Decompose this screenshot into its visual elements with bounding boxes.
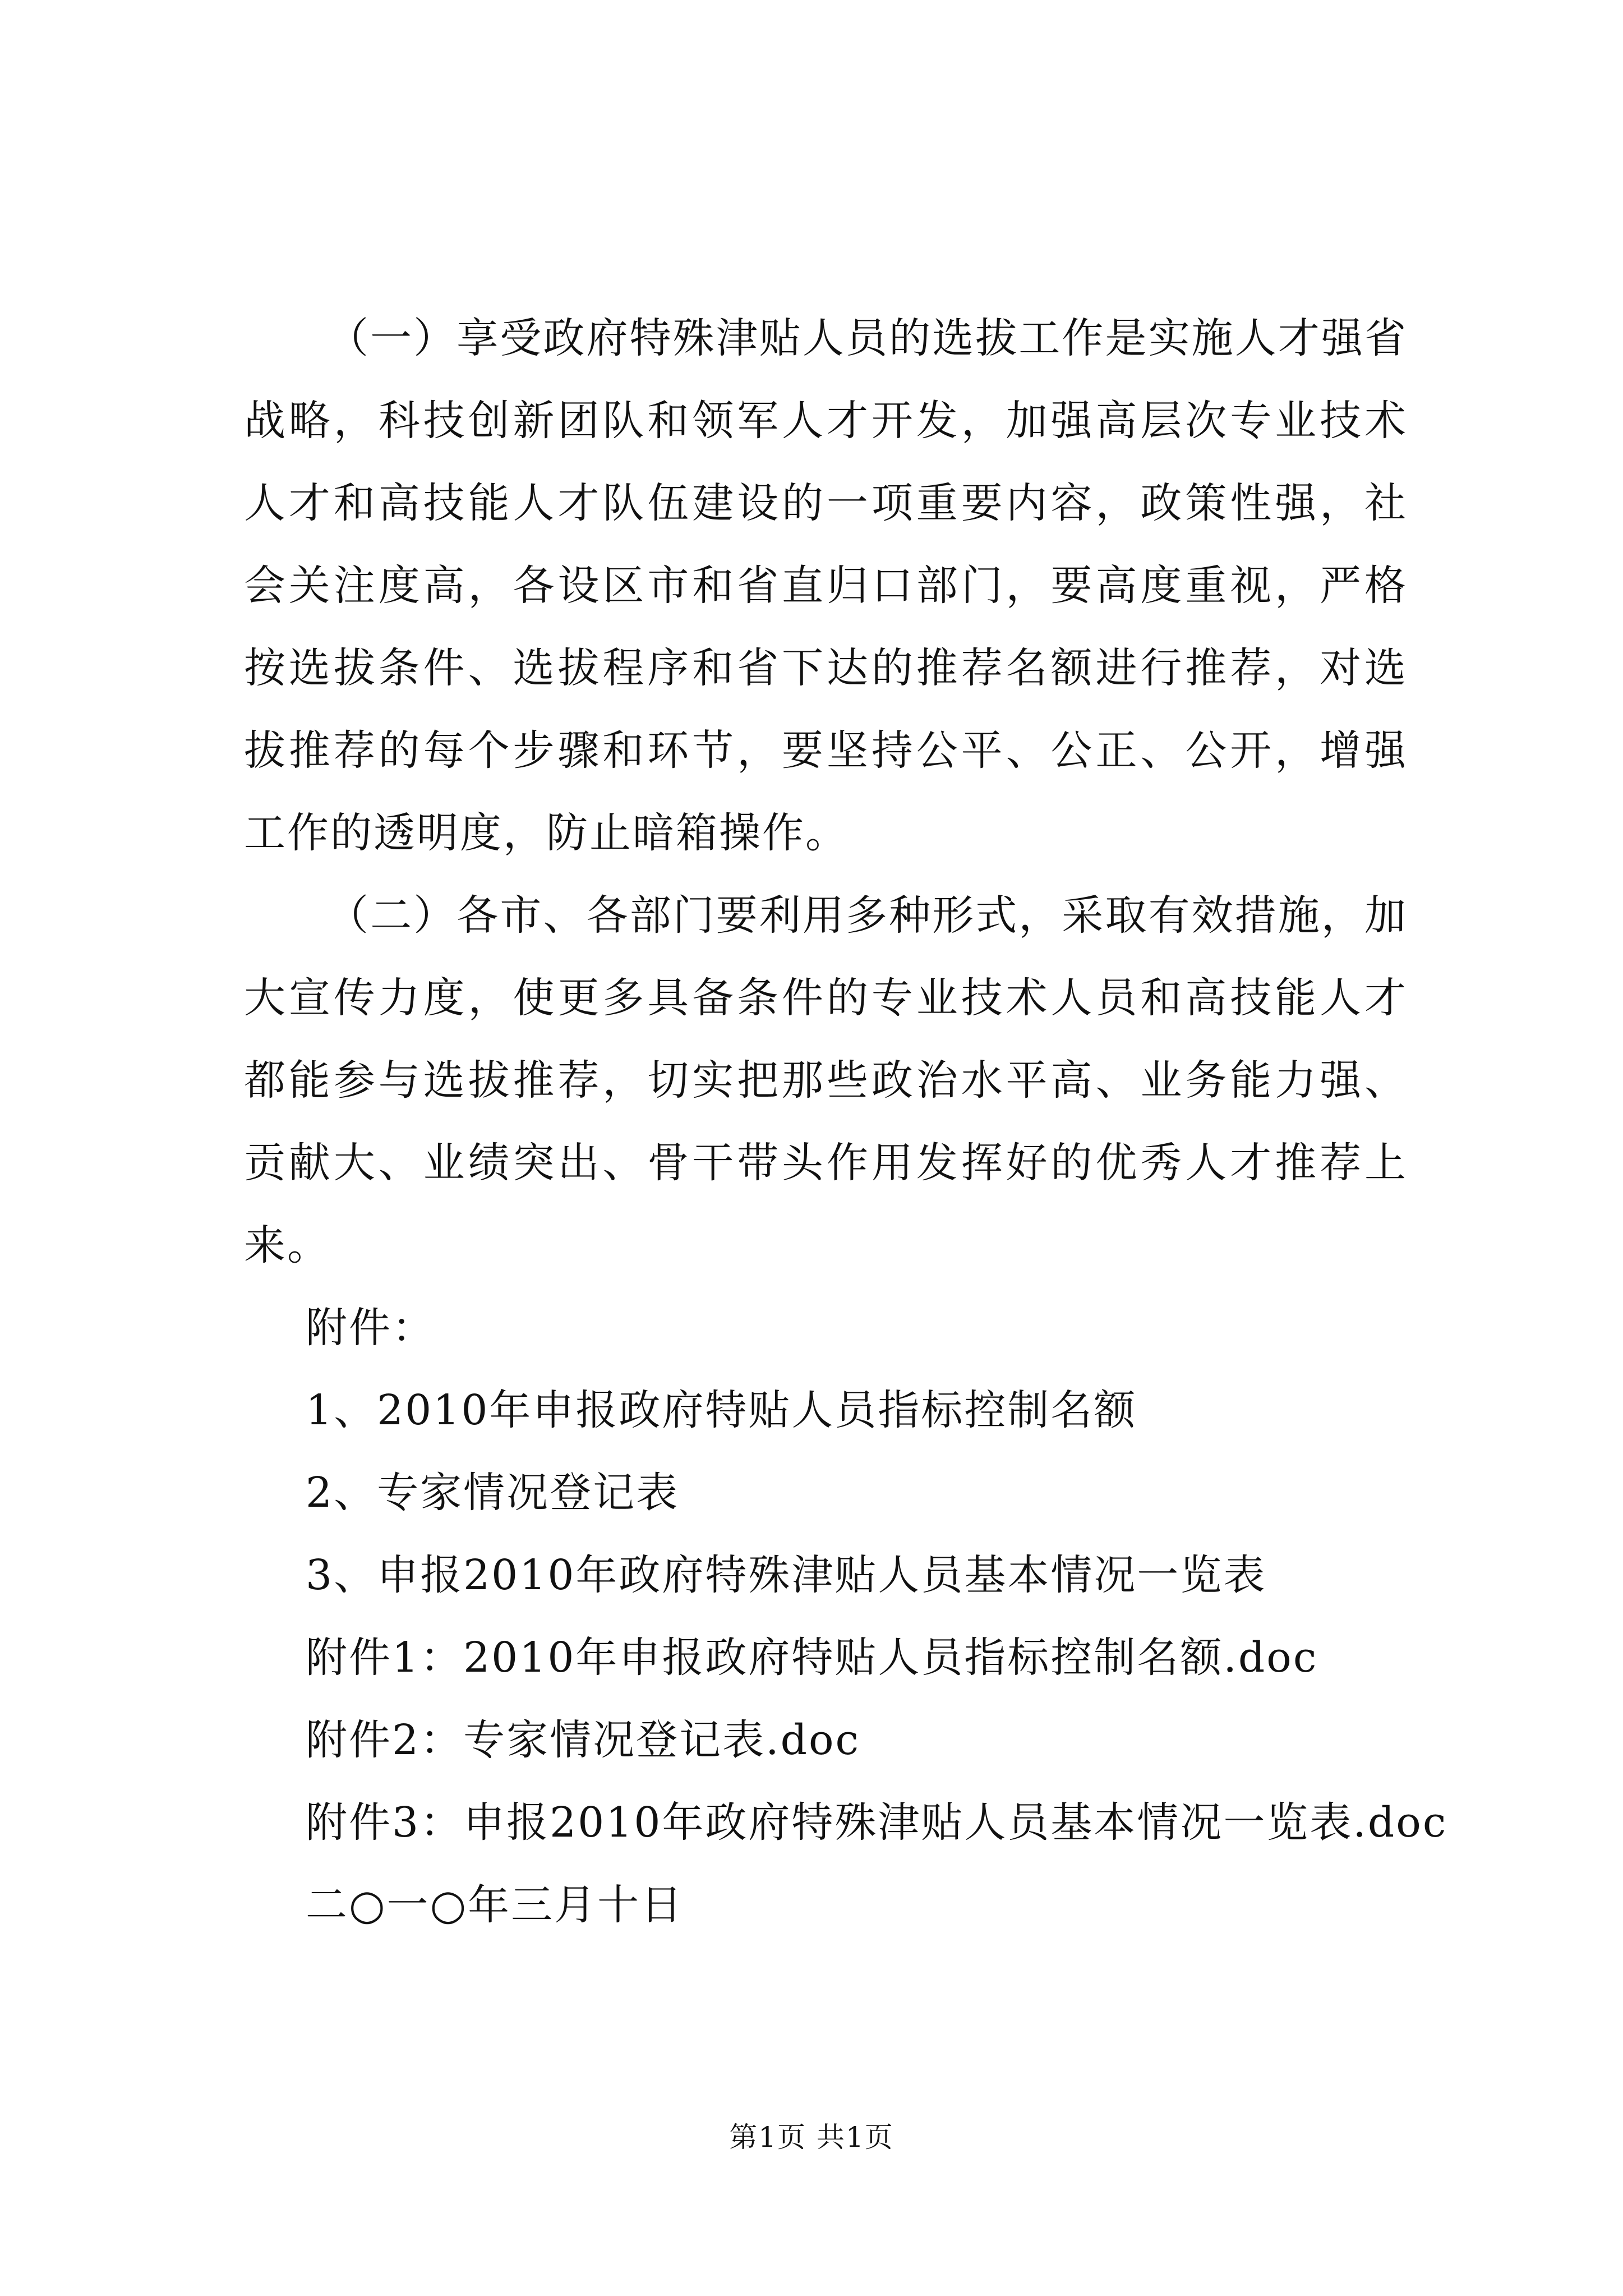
paragraph-two: （二）各市、各部门要利用多种形式，采取有效措施，加大宣传力度，使更多具备条件的专业技术人员和高技能人才都能参与选拔推荐，切实把那些政治水平高、业务能力强、贡献大、业绩突出、骨干带头作用发挥好的优秀人才推荐上来。: [244, 891, 1408, 1269]
document-body: [244, 297, 1448, 1947]
attachment-item-1: 1、2010年申报政府特贴人员指标控制名额: [306, 1386, 1137, 1434]
attachment-file-link-3[interactable]: 附件3：申报2010年政府特殊津贴人员基本情况一览表.doc: [306, 1798, 1448, 1847]
attachment-file-link-1[interactable]: 附件1：2010年申报政府特贴人员指标控制名额.doc: [306, 1634, 1318, 1682]
attachment-file-link-2[interactable]: 附件2：专家情况登记表.doc: [306, 1716, 860, 1764]
paragraph-one: （一）享受政府特殊津贴人员的选拔工作是实施人才强省战略，科技创新团队和领军人才开发，加强高层次专业技术人才和高技能人才队伍建设的一项重要内容，政策性强，社会关注度高，各设区市和省直归口部门，要高度重视，严格按选拔条件、选拔程序和省下达的推荐名额进行推荐，对选拔推荐的每个步骤和环节，要坚持公平、公正、公开，增强工作的透明度，防止暗箱操作。: [244, 314, 1408, 857]
document-date: 二○一○年三月十日: [306, 1881, 684, 1929]
page-indicator: 第1页 共1页: [729, 2121, 894, 2154]
attachment-item-2: 2、专家情况登记表: [306, 1469, 680, 1517]
attachments-heading: 附件：: [306, 1304, 435, 1352]
page-footer: [0, 2118, 1623, 2157]
attachment-item-3: 3、申报2010年政府特殊津贴人员基本情况一览表: [306, 1551, 1267, 1599]
